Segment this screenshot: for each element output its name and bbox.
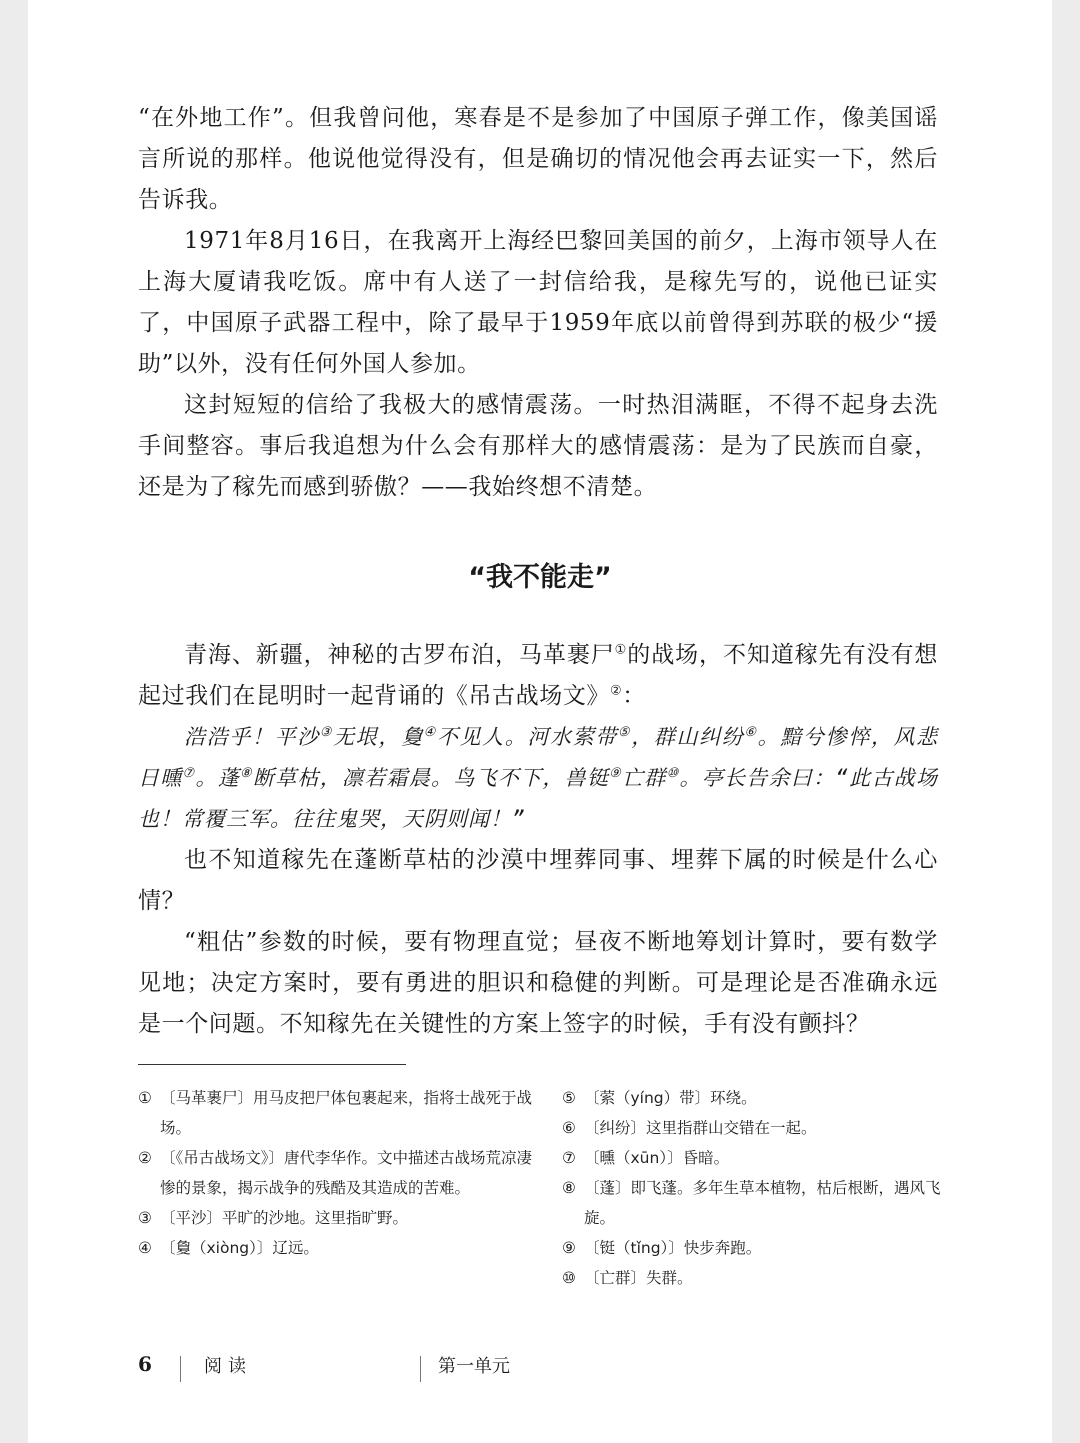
footnote-text: 〔萦（yíng）带〕环绕。 <box>584 1089 757 1107</box>
footnotes-left-column <box>138 1083 538 1263</box>
footnote-ref[interactable]: ① <box>614 642 628 658</box>
footnote <box>562 1083 962 1113</box>
footnote-text: 〔马革裹尸〕用马皮把尸体包裹起来，指将士战死于战场。 <box>160 1089 533 1137</box>
footnote <box>138 1233 538 1263</box>
footnote-number: ⑨ <box>562 1239 576 1257</box>
footnote-number: ③ <box>138 1209 152 1227</box>
footnote <box>562 1233 962 1263</box>
footnote-ref[interactable]: ⑨ <box>609 766 623 781</box>
poem-text: 。蓬 <box>195 766 240 790</box>
paragraph: “粗估”参数的时候，要有物理直觉；昼夜不断地筹划计算时，要有数学见地；决定方案时，要有勇进的胆识和稳健的判断。可是理论是否准确永远是一个问题。不知稼先在关键性的方案上签字的时候，手有没有颤抖？ <box>138 929 938 1037</box>
intro-text: ： <box>622 683 646 709</box>
footnote-ref[interactable]: ② <box>610 683 623 699</box>
footnote-number: ⑧ <box>562 1179 576 1197</box>
footnote-number: ① <box>138 1089 152 1107</box>
paragraph: 1971年8月16日，在我离开上海经巴黎回美国的前夕，上海市领导人在上海大厦请我吃饭。席中有人送了一封信给我，是稼先写的，说他已证实了，中国原子武器工程中，除了最早于1959年底以前曾得到苏联的极少“援助”以外，没有任何外国人参加。 <box>138 228 938 377</box>
footnote-number: ⑤ <box>562 1089 576 1107</box>
footnote-divider <box>138 1064 406 1065</box>
section-title: “我不能走” <box>468 562 612 593</box>
footnote-ref[interactable]: ④ <box>423 725 437 740</box>
footer-unit: 第一单元 <box>438 1356 510 1377</box>
footnote-number: ⑥ <box>562 1119 576 1137</box>
top-text-block <box>138 98 938 508</box>
poem-text: 。黯兮惨悴，风悲日曛 <box>138 725 939 790</box>
footer-divider <box>420 1356 421 1382</box>
page-number: 6 <box>138 1352 152 1376</box>
footnote <box>562 1263 962 1293</box>
footnote <box>138 1203 538 1233</box>
footnote-ref[interactable]: ③ <box>319 725 334 740</box>
footnote-text: 〔亡群〕失群。 <box>584 1269 693 1287</box>
poem-text: ，群山纠纷 <box>631 725 745 749</box>
poem-text: 无垠，敻 <box>333 725 424 749</box>
intro-paragraph <box>138 635 938 717</box>
bottom-text-block <box>138 635 938 1045</box>
footnote <box>138 1083 538 1143</box>
footer-section: 阅读 <box>204 1356 252 1377</box>
footnote-ref[interactable]: ⑩ <box>666 766 680 781</box>
footnote <box>562 1173 962 1233</box>
footnote-ref[interactable]: ⑤ <box>617 725 632 740</box>
poem-text: 。亭长告余曰：“此古战场也！常覆三军。往往鬼哭，天阴则闻！” <box>138 766 939 831</box>
footnotes-right-column <box>562 1083 962 1293</box>
poem-text: 断草枯，凛若霜晨。鸟飞不下，兽铤 <box>252 766 610 790</box>
footnote <box>562 1113 962 1143</box>
poem-quote <box>138 717 938 840</box>
paragraph: “在外地工作”。但我曾问他，寒春是不是参加了中国原子弹工作，像美国谣言所说的那样。他说他觉得没有，但是确切的情况他会再去证实一下，然后告诉我。 <box>138 105 938 213</box>
footnote-text: 〔曛（xūn）〕昏暗。 <box>584 1149 730 1167</box>
footnote-text: 〔平沙〕平旷的沙地。这里指旷野。 <box>160 1209 409 1227</box>
poem-text: 亡群 <box>622 766 667 790</box>
footnote-number: ④ <box>138 1239 152 1257</box>
footnote-number: ② <box>138 1149 152 1167</box>
footnote-ref[interactable]: ⑥ <box>744 725 758 740</box>
poem-text: 浩浩乎！平沙 <box>184 725 320 749</box>
footnote-text: 〔《吊古战场文》〕唐代李华作。文中描述古战场荒凉凄惨的景象，揭示战争的残酷及其造成的苦难。 <box>160 1149 533 1197</box>
intro-text: 青海、新疆，神秘的古罗布泊，马革裹尸 <box>184 642 615 668</box>
textbook-page <box>28 0 1052 1443</box>
poem-text: 不见人。河水萦带 <box>436 725 618 749</box>
footnote-ref[interactable]: ⑧ <box>239 766 253 781</box>
footnote-text: 〔蓬〕即飞蓬。多年生草本植物，枯后根断，遇风飞旋。 <box>584 1179 941 1227</box>
footnote-text: 〔敻（xiòng）〕辽远。 <box>160 1239 319 1257</box>
paragraph: 也不知道稼先在蓬断草枯的沙漠中埋葬同事、埋葬下属的时候是什么心情？ <box>138 847 938 914</box>
footnote-number: ⑦ <box>562 1149 576 1167</box>
footnote-text: 〔纠纷〕这里指群山交错在一起。 <box>584 1119 817 1137</box>
footer-divider <box>180 1356 181 1382</box>
footnote-number: ⑩ <box>562 1269 576 1287</box>
footnote <box>562 1143 962 1173</box>
intro-text: 的战场，不知道稼先有没有想起过我们在昆明时一起背诵的《吊古战场文》 <box>138 642 938 709</box>
footnote <box>138 1143 538 1203</box>
paragraph: 这封短短的信给了我极大的感情震荡。一时热泪满眶，不得不起身去洗手间整容。事后我追想为什么会有那样大的感情震荡：是为了民族而自豪，还是为了稼先而感到骄傲？——我始终想不清楚。 <box>138 392 938 500</box>
footnote-ref[interactable]: ⑦ <box>182 766 196 781</box>
footnote-text: 〔铤（tǐng）〕快步奔跑。 <box>584 1239 762 1257</box>
